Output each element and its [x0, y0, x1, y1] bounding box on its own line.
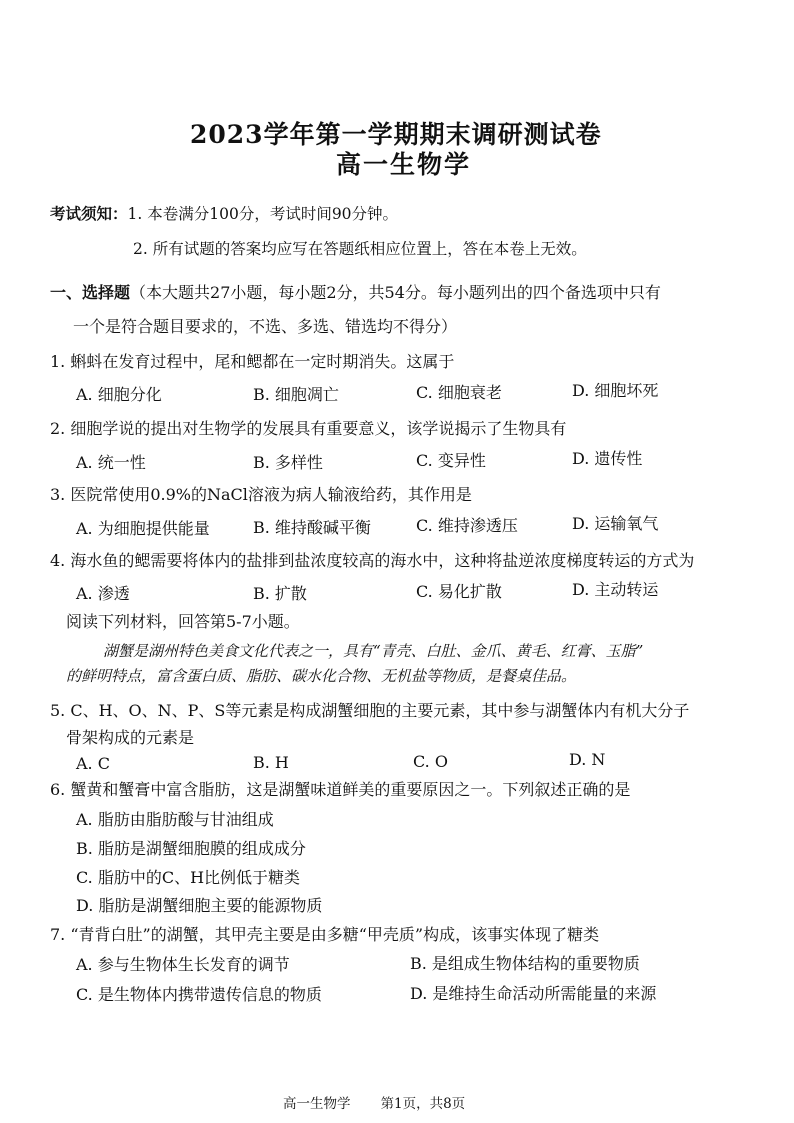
notice-item-1: 1. 本卷满分100分，考试时间90分钟。 [127, 205, 399, 223]
question-2-option-c: C. 变异性 [416, 451, 486, 470]
question-6-option-c: C. 脂肪中的C、H比例低于糖类 [76, 868, 301, 887]
question-5-option-b: B. H [253, 753, 289, 772]
material-text-line-1: 湖蟹是湖州特色美食文化代表之一，具有“青壳、白肚、金爪、黄毛、红膏、玉脂” [103, 642, 644, 660]
question-2-option-d: D. 遗传性 [572, 449, 643, 468]
question-2-option-a: A. 统一性 [76, 453, 146, 472]
exam-title: 2023学年第一学期期末调研测试卷 [190, 120, 602, 149]
question-3-option-b: B. 维持酸碱平衡 [253, 518, 371, 537]
question-4-option-b: B. 扩散 [253, 584, 307, 603]
question-6-option-d: D. 脂肪是湖蟹细胞主要的能源物质 [76, 896, 323, 915]
question-2-option-b: B. 多样性 [253, 453, 323, 472]
material-intro: 阅读下列材料，回答第5-7小题。 [66, 612, 300, 631]
question-7-stem: 7. “青背白肚”的湖蟹，其甲壳主要是由多糖“甲壳质”构成，该事实体现了糖类 [50, 925, 600, 944]
question-4-stem: 4. 海水鱼的鳃需要将体内的盐排到盐浓度较高的海水中，这种将盐逆浓度梯度转运的方式为 [50, 551, 695, 570]
question-5-stem-line-2: 骨架构成的元素是 [66, 728, 195, 747]
section-heading: 一、选择题 [50, 283, 131, 302]
question-3-option-a: A. 为细胞提供能量 [76, 519, 210, 538]
section-desc-line-2: 一个是符合题目要求的，不选、多选、错选均不得分） [73, 317, 458, 336]
question-6-option-b: B. 脂肪是湖蟹细胞膜的组成成分 [76, 839, 306, 858]
question-6-stem: 6. 蟹黄和蟹膏中富含脂肪，这是湖蟹味道鲜美的重要原因之一。下列叙述正确的是 [50, 780, 631, 799]
question-4-option-c: C. 易化扩散 [416, 582, 502, 601]
question-3-option-d: D. 运输氧气 [572, 514, 659, 533]
question-7-option-d: D. 是维持生命活动所需能量的来源 [410, 984, 657, 1003]
question-5-stem-line-1: 5. C、H、O、N、P、S等元素是构成湖蟹细胞的主要元素，其中参与湖蟹体内有机大分子 [50, 701, 690, 720]
question-6-option-a: A. 脂肪由脂肪酸与甘油组成 [76, 810, 274, 829]
notice-line-1 [50, 202, 398, 224]
question-4-option-a: A. 渗透 [76, 584, 130, 603]
question-3-stem: 3. 医院常使用0.9%的NaCl溶液为病人输液给药，其作用是 [50, 485, 472, 504]
section-heading-line-1 [50, 280, 661, 303]
question-5-option-d: D. N [569, 750, 606, 769]
section-desc: （本大题共27小题，每小题2分，共54分。每小题列出的四个备选项中只有 [130, 283, 661, 302]
question-1-option-b: B. 细胞凋亡 [253, 385, 339, 404]
question-1-option-a: A. 细胞分化 [76, 385, 162, 404]
question-2-stem: 2. 细胞学说的提出对生物学的发展具有重要意义，该学说揭示了生物具有 [50, 419, 567, 438]
page-footer [283, 1092, 465, 1112]
question-7-option-a: A. 参与生物体生长发育的调节 [76, 955, 290, 974]
question-1-option-d: D. 细胞坏死 [572, 381, 659, 400]
question-4-option-d: D. 主动转运 [572, 580, 659, 599]
notice-label: 考试须知： [50, 204, 128, 223]
question-1-stem: 1. 蝌蚪在发育过程中，尾和鳃都在一定时期消失。这属于 [50, 352, 455, 371]
question-3-option-c: C. 维持渗透压 [416, 516, 518, 535]
question-1-option-c: C. 细胞衰老 [416, 383, 502, 402]
question-5-option-a: A. C [76, 754, 110, 773]
question-5-option-c: C. O [413, 752, 448, 771]
footer-page-number: 第1页，共8页 [380, 1096, 466, 1112]
footer-subject: 高一生物学 [283, 1096, 351, 1112]
question-7-option-c: C. 是生物体内携带遗传信息的物质 [76, 985, 322, 1004]
question-7-option-b: B. 是组成生物体结构的重要物质 [410, 954, 640, 973]
subject-title: 高一生物学 [336, 150, 472, 179]
notice-item-2: 2. 所有试题的答案均应写在答题纸相应位置上，答在本卷上无效。 [133, 240, 587, 258]
material-text-line-2: 的鲜明特点，富含蛋白质、脂肪、碳水化合物、无机盐等物质，是餐桌佳品。 [66, 667, 577, 685]
